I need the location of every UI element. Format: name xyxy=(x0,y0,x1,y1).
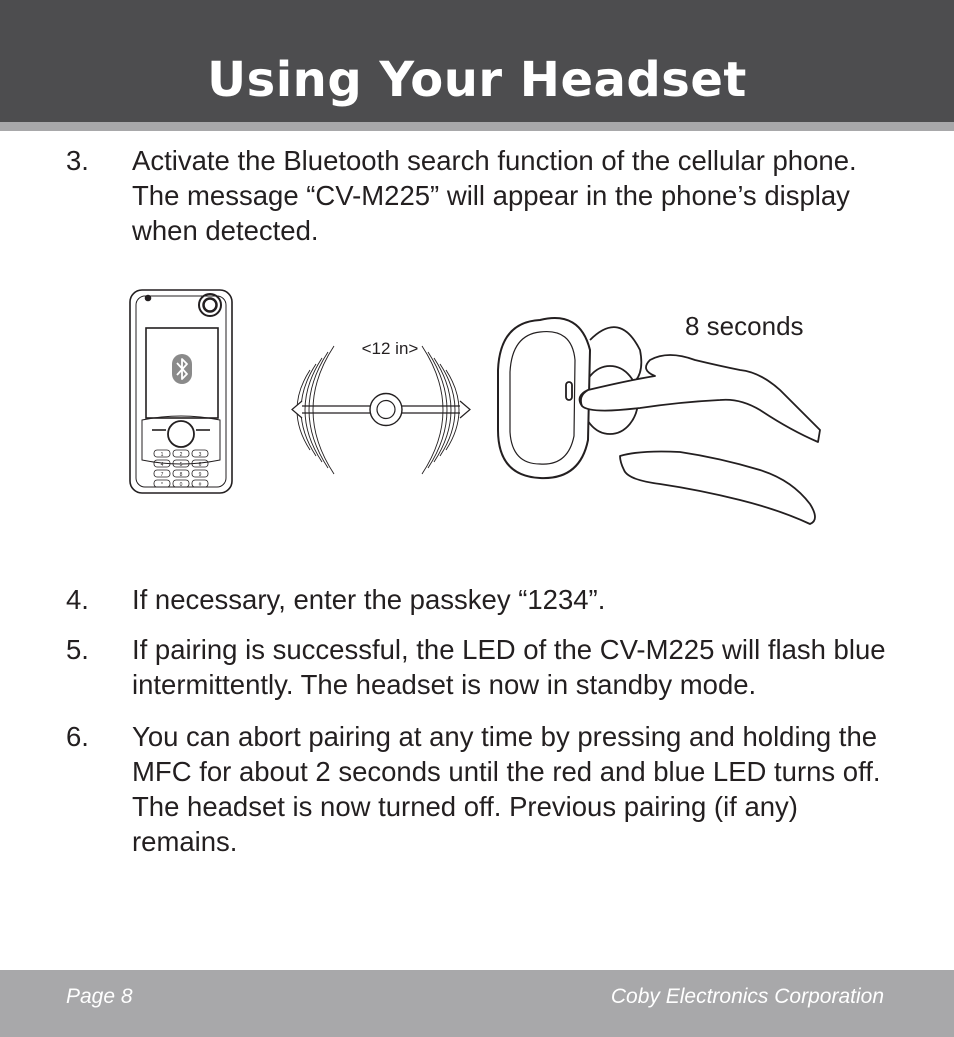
signal-waves-icon xyxy=(292,346,470,474)
duration-label: 8 seconds xyxy=(685,311,804,341)
step-number: 5. xyxy=(66,634,89,665)
page-title: Using Your Headset xyxy=(207,52,747,108)
step-text: If pairing is successful, the LED of the CV-M225 will flash blue intermittently. The headset is now in standby mode. xyxy=(132,634,886,700)
phone-key: 1 xyxy=(160,452,164,458)
step-number: 3. xyxy=(66,145,89,176)
bluetooth-icon xyxy=(172,354,192,384)
header-stripe xyxy=(0,122,954,131)
step-text: Activate the Bluetooth search function of the cellular phone. The message “CV-M225” will appear in the phone’s display when detected. xyxy=(132,145,857,246)
phone-key: 2 xyxy=(179,452,183,458)
step-text: If necessary, enter the passkey “1234”. xyxy=(132,584,606,615)
phone-key: 7 xyxy=(160,472,164,478)
phone-key: 9 xyxy=(198,472,202,478)
phone-key: # xyxy=(198,482,202,488)
phone-key: 5 xyxy=(179,462,183,468)
phone-key: 6 xyxy=(198,462,202,468)
company-name: Coby Electronics Corporation xyxy=(610,985,884,1008)
phone-key: 8 xyxy=(179,472,183,478)
phone-key: 4 xyxy=(160,462,164,468)
step-number: 6. xyxy=(66,721,89,752)
step-text: You can abort pairing at any time by pressing and holding the MFC for about 2 seconds until the red and blue LED turns off. The headset is now turned off. Previous pairing (if any) remains. xyxy=(132,721,881,857)
phone-key: * xyxy=(161,482,163,488)
step-number: 4. xyxy=(66,584,89,615)
pairing-illustration xyxy=(120,280,840,530)
page-number: Page 8 xyxy=(66,985,133,1008)
phone-key: 3 xyxy=(198,452,202,458)
phone-key: 0 xyxy=(179,482,183,488)
distance-label: <12 in> xyxy=(361,339,419,358)
